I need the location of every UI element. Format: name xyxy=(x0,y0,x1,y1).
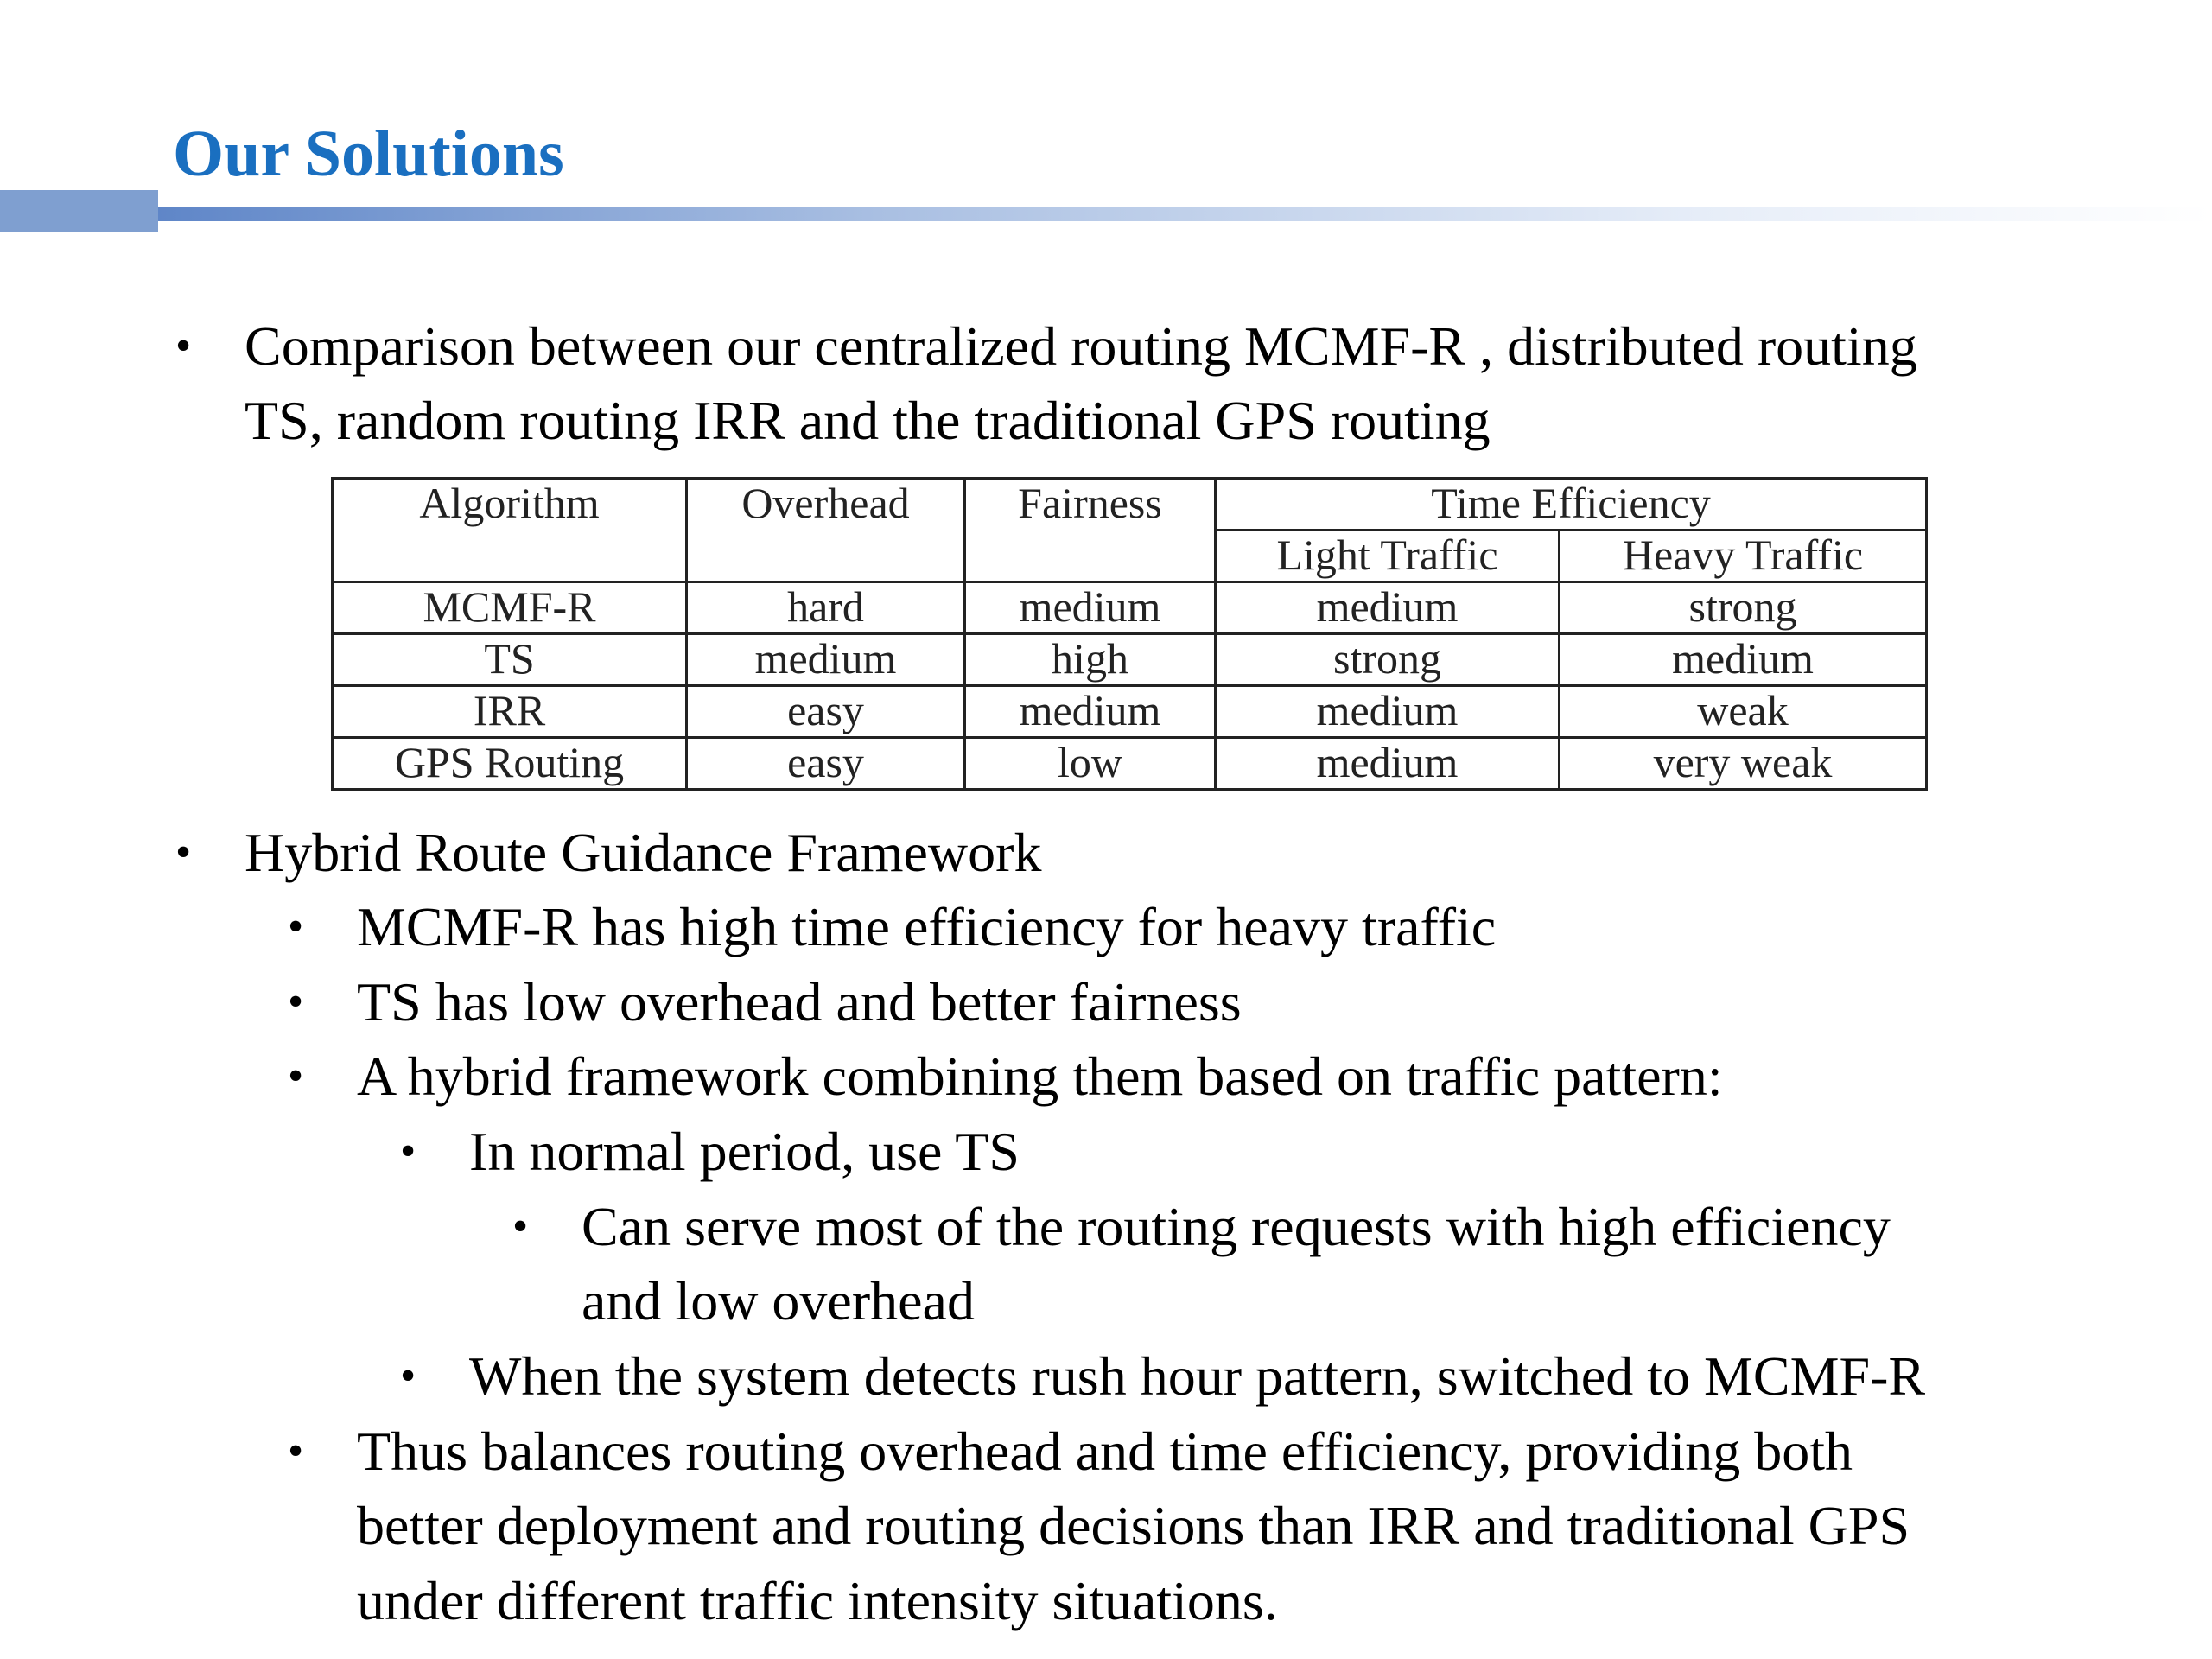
cell-overhead: easy xyxy=(687,686,965,738)
cell-light-traffic: medium xyxy=(1216,738,1560,790)
bullet-dot: • xyxy=(288,1052,304,1101)
mcmf-bullet xyxy=(288,890,1497,964)
thus-continuation-1 xyxy=(357,1489,1910,1563)
title-accent-block xyxy=(0,190,158,232)
cell-light-traffic: strong xyxy=(1216,634,1560,686)
cell-algorithm: TS xyxy=(333,634,687,686)
normal-bullet xyxy=(400,1115,1020,1189)
bullet-dot: • xyxy=(512,1202,529,1251)
ts-bullet xyxy=(288,965,1242,1039)
bullet-dot: • xyxy=(175,321,192,371)
serve-text-line2: and low overhead xyxy=(582,1270,975,1332)
hybrid-bullet xyxy=(288,1039,1723,1114)
cell-light-traffic: medium xyxy=(1216,686,1560,738)
header-heavy-traffic: Heavy Traffic xyxy=(1560,531,1927,582)
intro-text-line2: TS, random routing IRR and the traditional GPS routing xyxy=(245,390,1491,451)
bullet-dot: • xyxy=(400,1351,416,1401)
thus-text-line3: under different traffic intensity situations. xyxy=(357,1570,1278,1631)
cell-overhead: medium xyxy=(687,634,965,686)
bullet-dot: • xyxy=(288,902,304,951)
rush-text: When the system detects rush hour pattern, switched to MCMF-R xyxy=(469,1345,1926,1407)
thus-text-line1: Thus balances routing overhead and time efficiency, providing both xyxy=(357,1421,1853,1482)
cell-heavy-traffic: very weak xyxy=(1560,738,1927,790)
cell-fairness: medium xyxy=(965,686,1216,738)
header-time-efficiency: Time Efficiency xyxy=(1216,479,1927,531)
framework-bullet xyxy=(175,816,1042,890)
rush-bullet xyxy=(400,1339,1926,1414)
cell-heavy-traffic: weak xyxy=(1560,686,1927,738)
serve-text-line1: Can serve most of the routing requests with high efficiency xyxy=(582,1196,1891,1257)
serve-bullet xyxy=(512,1190,1891,1264)
thus-continuation-2 xyxy=(357,1564,1278,1638)
bullet-dot: • xyxy=(400,1127,416,1176)
table-row xyxy=(333,686,1927,738)
header-light-traffic: Light Traffic xyxy=(1216,531,1560,582)
thus-text-line2: better deployment and routing decisions than IRR and traditional GPS xyxy=(357,1495,1910,1556)
bullet-dot: • xyxy=(288,977,304,1027)
cell-fairness: medium xyxy=(965,582,1216,634)
slide-title: Our Solutions xyxy=(173,118,564,190)
cell-fairness: low xyxy=(965,738,1216,790)
ts-text: TS has low overhead and better fairness xyxy=(357,971,1242,1033)
cell-algorithm: GPS Routing xyxy=(333,738,687,790)
header-algorithm: Algorithm xyxy=(333,479,687,582)
cell-heavy-traffic: strong xyxy=(1560,582,1927,634)
intro-bullet xyxy=(175,309,1917,384)
comparison-table xyxy=(331,477,1928,791)
cell-fairness: high xyxy=(965,634,1216,686)
thus-bullet xyxy=(288,1414,1853,1489)
table-row xyxy=(333,738,1927,790)
table-row xyxy=(333,582,1927,634)
header-overhead: Overhead xyxy=(687,479,965,582)
serve-continuation xyxy=(582,1264,975,1338)
cell-algorithm: IRR xyxy=(333,686,687,738)
hybrid-text: A hybrid framework combining them based on traffic pattern: xyxy=(357,1046,1723,1107)
cell-algorithm: MCMF-R xyxy=(333,582,687,634)
normal-text: In normal period, use TS xyxy=(469,1121,1020,1182)
table-row xyxy=(333,634,1927,686)
mcmf-text: MCMF-R has high time efficiency for heavy traffic xyxy=(357,896,1497,957)
intro-text-line1: Comparison between our centralized routing MCMF-R , distributed routing xyxy=(245,315,1917,377)
cell-overhead: easy xyxy=(687,738,965,790)
cell-light-traffic: medium xyxy=(1216,582,1560,634)
title-underline-gradient xyxy=(158,207,2212,221)
cell-heavy-traffic: medium xyxy=(1560,634,1927,686)
header-fairness: Fairness xyxy=(965,479,1216,582)
cell-overhead: hard xyxy=(687,582,965,634)
bullet-dot: • xyxy=(175,828,192,877)
framework-heading: Hybrid Route Guidance Framework xyxy=(245,822,1042,883)
intro-continuation xyxy=(245,384,1491,458)
bullet-dot: • xyxy=(288,1427,304,1476)
